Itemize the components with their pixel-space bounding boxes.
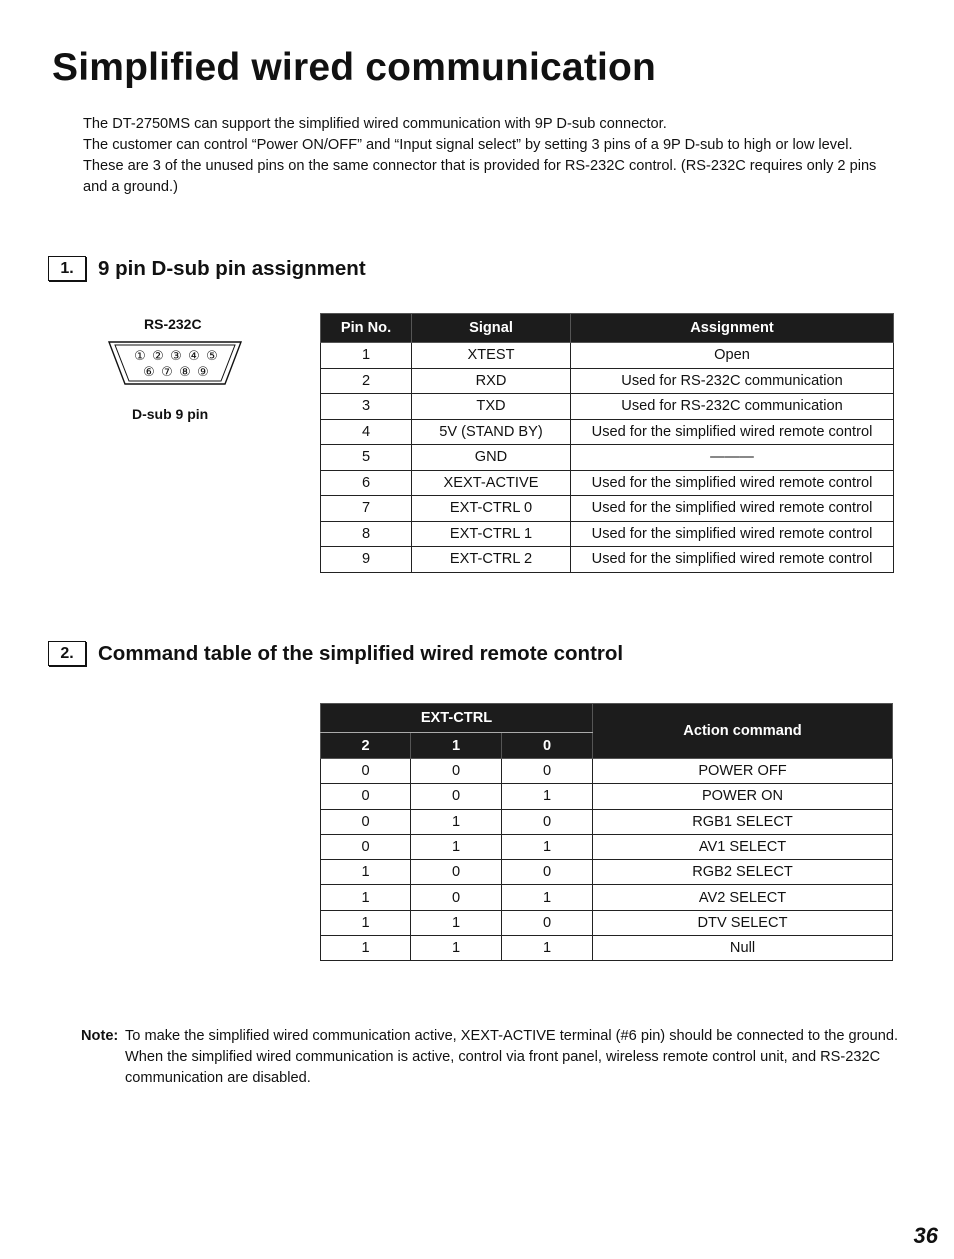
connector-pin: ⑨ — [197, 365, 209, 380]
table-cell: 1 — [502, 885, 593, 910]
table-cell: 4 — [321, 419, 412, 445]
intro-paragraph: The customer can control “Power ON/OFF” and “Input signal select” by setting 3 pins of a 9P D-sub to high or low level. — [83, 137, 853, 153]
table-cell: DTV SELECT — [593, 910, 893, 935]
table-row — [321, 784, 893, 809]
connector-pin: ① — [134, 349, 146, 364]
table-cell: 0 — [411, 784, 502, 809]
table-cell: 0 — [411, 759, 502, 784]
ext-ctrl-group-header: EXT-CTRL — [321, 704, 593, 733]
table-cell: RGB1 SELECT — [593, 809, 893, 834]
table-row — [321, 860, 893, 885]
table-row — [321, 885, 893, 910]
table-row — [321, 809, 893, 834]
table-cell: Open — [571, 343, 894, 369]
table-cell: 0 — [321, 834, 411, 859]
table-cell: 1 — [502, 936, 593, 961]
command-table — [320, 703, 893, 961]
table-cell: 0 — [411, 885, 502, 910]
table-cell: XEXT-ACTIVE — [412, 470, 571, 496]
table-cell: RXD — [412, 368, 571, 394]
table-cell: 3 — [321, 394, 412, 420]
pin-assignment-table — [320, 313, 894, 573]
column-header: Signal — [412, 314, 571, 343]
connector-pin: ④ — [188, 349, 200, 364]
connector-top-label: RS-232C — [144, 316, 202, 332]
table-header-row — [321, 314, 894, 343]
action-command-header: Action command — [593, 704, 893, 759]
section-2-heading — [48, 641, 623, 666]
table-cell: 0 — [502, 759, 593, 784]
table-cell: 0 — [502, 910, 593, 935]
note-body — [125, 1026, 901, 1089]
table-row — [321, 834, 893, 859]
note-line: To make the simplified wired communication active, XEXT-ACTIVE terminal (#6 pin) should be connected to the ground. — [125, 1028, 899, 1044]
table-header-row — [321, 704, 893, 733]
table-cell: 1 — [411, 910, 502, 935]
table-cell: 1 — [321, 910, 411, 935]
table-cell: AV1 SELECT — [593, 834, 893, 859]
table-row — [321, 470, 894, 496]
table-row — [321, 496, 894, 522]
pin-table-body — [321, 343, 894, 573]
table-cell: RGB2 SELECT — [593, 860, 893, 885]
table-row — [321, 521, 894, 547]
table-cell: Used for RS-232C communication — [571, 368, 894, 394]
intro-text — [83, 114, 903, 198]
table-cell: Null — [593, 936, 893, 961]
note-line: When the simplified wired communication is active, control via front panel, wireless remote control unit, and RS-232C communication are disabled. — [125, 1049, 881, 1086]
table-cell: EXT-CTRL 1 — [412, 521, 571, 547]
table-cell: 2 — [321, 368, 412, 394]
table-cell: 0 — [502, 809, 593, 834]
section-1-heading — [48, 256, 366, 281]
table-cell: Used for the simplified wired remote control — [571, 470, 894, 496]
note — [81, 1026, 901, 1089]
table-row — [321, 910, 893, 935]
connector-bottom-label: D-sub 9 pin — [132, 406, 209, 422]
table-cell: Used for the simplified wired remote control — [571, 419, 894, 445]
table-cell: EXT-CTRL 2 — [412, 547, 571, 573]
table-cell: GND — [412, 445, 571, 471]
table-cell: 1 — [502, 834, 593, 859]
table-cell: 0 — [321, 809, 411, 834]
section-title: Command table of the simplified wired remote control — [98, 641, 624, 665]
table-cell: 0 — [321, 759, 411, 784]
table-cell: 7 — [321, 496, 412, 522]
table-cell: Used for the simplified wired remote control — [571, 496, 894, 522]
table-row — [321, 759, 893, 784]
section-number-box: 1. — [48, 256, 86, 281]
section-number-box: 2. — [48, 641, 86, 666]
table-row — [321, 445, 894, 471]
table-cell: EXT-CTRL 0 — [412, 496, 571, 522]
connector-pin: ③ — [170, 349, 182, 364]
column-header: 0 — [502, 733, 593, 759]
command-table-body — [321, 759, 893, 961]
table-cell: 1 — [411, 834, 502, 859]
note-label: Note: — [81, 1028, 119, 1044]
table-cell: POWER ON — [593, 784, 893, 809]
table-row — [321, 368, 894, 394]
table-cell: 1 — [502, 784, 593, 809]
table-cell: 1 — [411, 809, 502, 834]
table-row — [321, 343, 894, 369]
table-cell: Used for RS-232C communication — [571, 394, 894, 420]
table-cell: 1 — [321, 860, 411, 885]
table-cell: 8 — [321, 521, 412, 547]
connector-pin: ⑧ — [179, 365, 191, 380]
page-title: Simplified wired communication — [52, 46, 657, 89]
table-row — [321, 547, 894, 573]
table-row — [321, 394, 894, 420]
dsub-connector-diagram — [107, 340, 243, 386]
table-cell: 6 — [321, 470, 412, 496]
table-cell: 9 — [321, 547, 412, 573]
table-cell: 0 — [502, 860, 593, 885]
table-cell: ——— — [571, 445, 894, 471]
table-cell: AV2 SELECT — [593, 885, 893, 910]
column-header: Assignment — [571, 314, 894, 343]
table-cell: Used for the simplified wired remote control — [571, 521, 894, 547]
table-cell: 5V (STAND BY) — [412, 419, 571, 445]
connector-pin: ⑥ — [143, 365, 155, 380]
connector-pin: ⑤ — [206, 349, 218, 364]
table-cell: 1 — [321, 936, 411, 961]
section-title: 9 pin D-sub pin assignment — [98, 256, 366, 280]
table-cell: TXD — [412, 394, 571, 420]
table-cell: POWER OFF — [593, 759, 893, 784]
table-cell: XTEST — [412, 343, 571, 369]
column-header: 2 — [321, 733, 411, 759]
table-row — [321, 419, 894, 445]
intro-paragraph: The DT-2750MS can support the simplified wired communication with 9P D-sub connector. — [83, 116, 667, 132]
table-cell: 1 — [411, 936, 502, 961]
table-cell: 5 — [321, 445, 412, 471]
column-header: 1 — [411, 733, 502, 759]
table-row — [321, 936, 893, 961]
table-cell: 0 — [411, 860, 502, 885]
table-cell: 1 — [321, 885, 411, 910]
column-header: Pin No. — [321, 314, 412, 343]
table-cell: 1 — [321, 343, 412, 369]
table-cell: Used for the simplified wired remote control — [571, 547, 894, 573]
page-number: 36 — [913, 1223, 938, 1248]
connector-pin: ⑦ — [161, 365, 173, 380]
intro-paragraph: These are 3 of the unused pins on the same connector that is provided for RS-232C control. (RS-232C requires only 2 pins and a ground.) — [83, 158, 877, 195]
connector-pin: ② — [152, 349, 164, 364]
table-cell: 0 — [321, 784, 411, 809]
